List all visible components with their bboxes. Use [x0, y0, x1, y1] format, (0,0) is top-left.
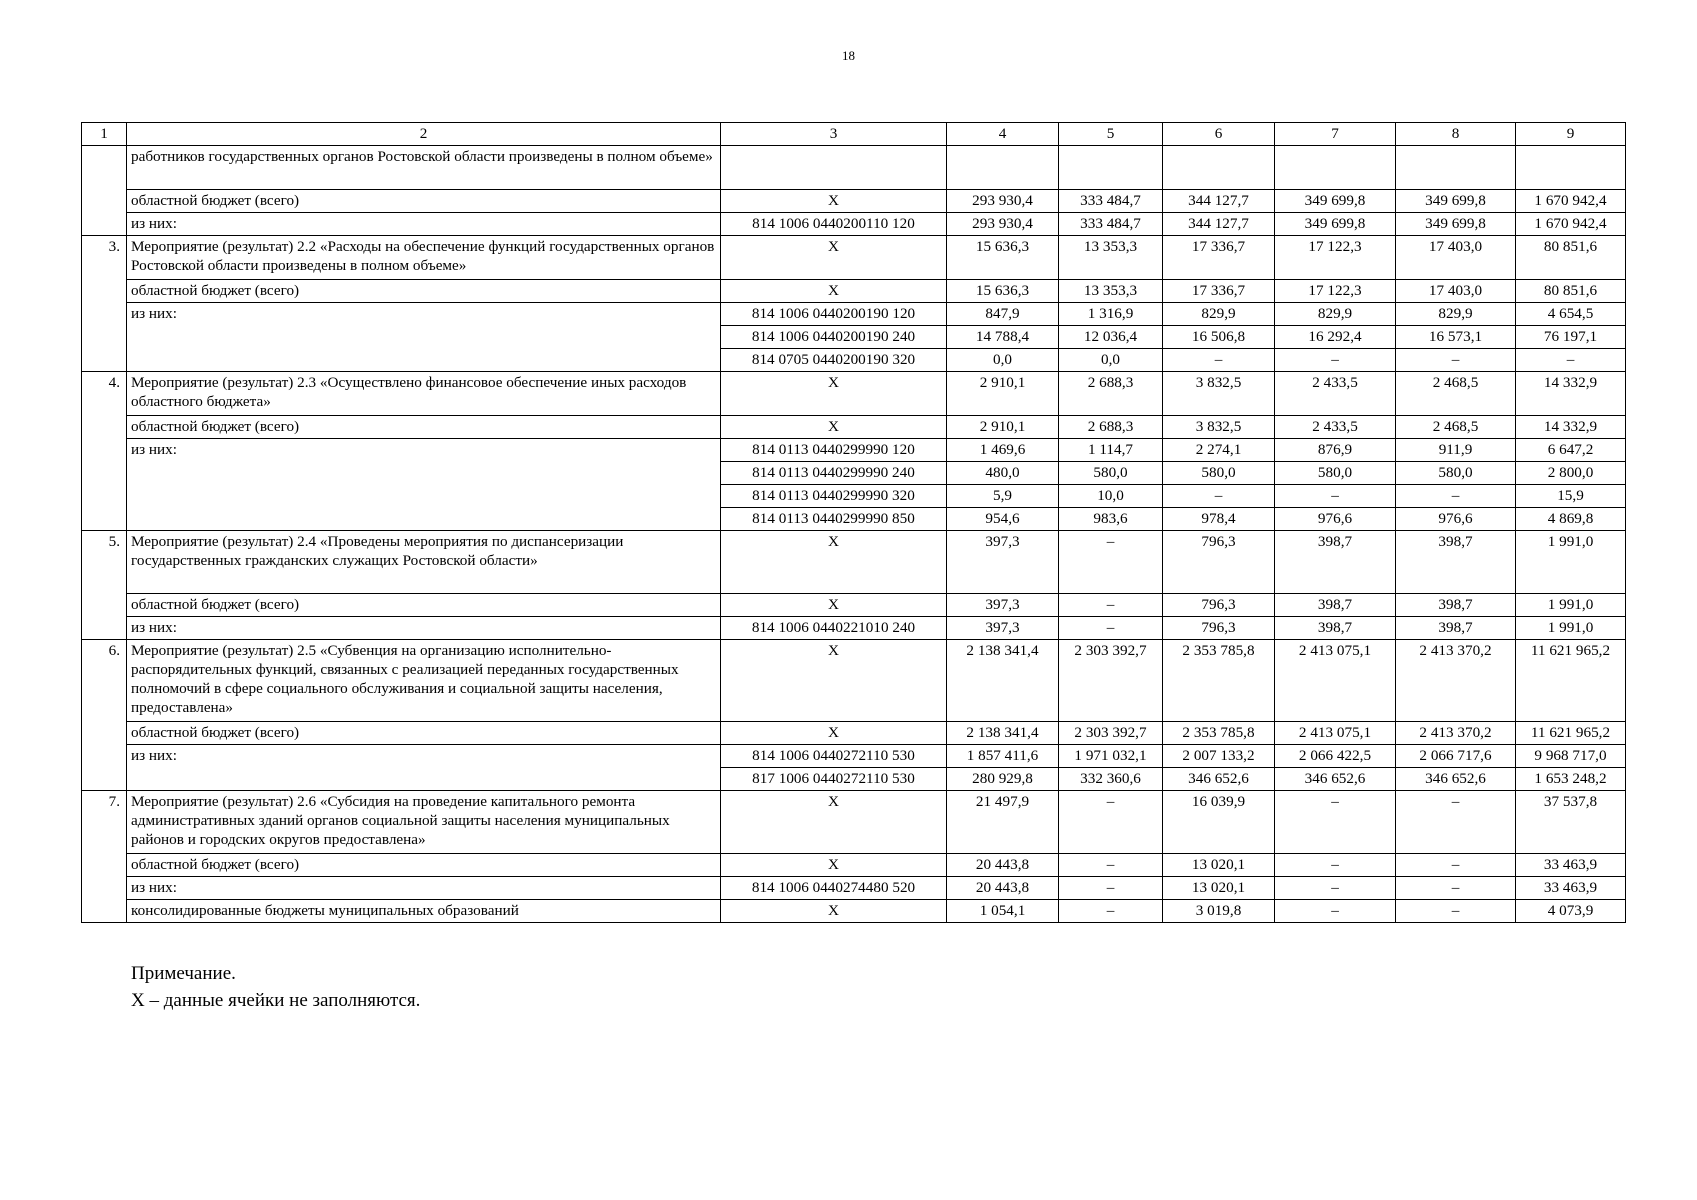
value-cell: – — [1059, 531, 1163, 594]
value-cell: 4 869,8 — [1516, 508, 1626, 531]
description-cell: областной бюджет (всего) — [127, 722, 721, 745]
budget-code-cell: 817 1006 0440272110 530 — [721, 768, 947, 791]
budget-code-cell: X — [721, 854, 947, 877]
value-cell: 1 316,9 — [1059, 303, 1163, 326]
budget-code-cell: X — [721, 640, 947, 722]
value-cell — [1396, 146, 1516, 190]
value-cell: 16 292,4 — [1275, 326, 1396, 349]
header-cell: 6 — [1163, 123, 1275, 146]
value-cell: 349 699,8 — [1396, 213, 1516, 236]
note-title: Примечание. — [131, 963, 236, 984]
value-cell: 9 968 717,0 — [1516, 745, 1626, 768]
value-cell: – — [1396, 485, 1516, 508]
description-cell: из них: — [127, 877, 721, 900]
value-cell: 293 930,4 — [947, 190, 1059, 213]
value-cell: 983,6 — [1059, 508, 1163, 531]
description-cell: консолидированные бюджеты муниципальных образований — [127, 900, 721, 923]
value-cell: 17 403,0 — [1396, 280, 1516, 303]
description-cell: областной бюджет (всего) — [127, 416, 721, 439]
value-cell: 954,6 — [947, 508, 1059, 531]
value-cell: 2 468,5 — [1396, 372, 1516, 416]
value-cell: 796,3 — [1163, 594, 1275, 617]
description-cell: Мероприятие (результат) 2.2 «Расходы на обеспечение функций государственных органов Ростовской области произведены в полном объеме» — [127, 236, 721, 280]
value-cell: 333 484,7 — [1059, 213, 1163, 236]
table-row — [82, 617, 1626, 640]
table-row — [82, 854, 1626, 877]
budget-code-cell: 814 0113 0440299990 320 — [721, 485, 947, 508]
value-cell: 397,3 — [947, 617, 1059, 640]
value-cell: 2 303 392,7 — [1059, 640, 1163, 722]
value-cell: 976,6 — [1275, 508, 1396, 531]
value-cell: 398,7 — [1396, 531, 1516, 594]
value-cell: – — [1396, 900, 1516, 923]
description-cell: из них: — [127, 745, 721, 791]
header-cell: 9 — [1516, 123, 1626, 146]
value-cell: 14 332,9 — [1516, 372, 1626, 416]
description-cell: областной бюджет (всего) — [127, 280, 721, 303]
table-row — [82, 745, 1626, 768]
table-row — [82, 372, 1626, 416]
value-cell: – — [1275, 900, 1396, 923]
value-cell: 15 636,3 — [947, 280, 1059, 303]
value-cell: 17 336,7 — [1163, 236, 1275, 280]
budget-code-cell: 814 1006 0440200110 120 — [721, 213, 947, 236]
value-cell: 796,3 — [1163, 617, 1275, 640]
row-number-cell: 3. — [82, 236, 127, 372]
value-cell: 1 971 032,1 — [1059, 745, 1163, 768]
header-cell: 2 — [127, 123, 721, 146]
value-cell: 829,9 — [1275, 303, 1396, 326]
table-body — [82, 123, 1626, 923]
table-row — [82, 877, 1626, 900]
value-cell: 1 670 942,4 — [1516, 190, 1626, 213]
description-cell: областной бюджет (всего) — [127, 594, 721, 617]
value-cell: 3 019,8 — [1163, 900, 1275, 923]
value-cell: 13 020,1 — [1163, 854, 1275, 877]
value-cell: 829,9 — [1163, 303, 1275, 326]
value-cell: 80 851,6 — [1516, 236, 1626, 280]
value-cell: 0,0 — [947, 349, 1059, 372]
value-cell: – — [1163, 349, 1275, 372]
value-cell — [1516, 146, 1626, 190]
budget-code-cell: 814 1006 0440272110 530 — [721, 745, 947, 768]
value-cell: 2 066 717,6 — [1396, 745, 1516, 768]
value-cell: 13 020,1 — [1163, 877, 1275, 900]
description-cell: из них: — [127, 617, 721, 640]
value-cell: 1 114,7 — [1059, 439, 1163, 462]
value-cell: 398,7 — [1275, 617, 1396, 640]
value-cell: 397,3 — [947, 531, 1059, 594]
value-cell: 2 303 392,7 — [1059, 722, 1163, 745]
value-cell: 5,9 — [947, 485, 1059, 508]
row-number-cell: 6. — [82, 640, 127, 791]
value-cell: 2 688,3 — [1059, 372, 1163, 416]
header-cell: 5 — [1059, 123, 1163, 146]
value-cell: 1 670 942,4 — [1516, 213, 1626, 236]
value-cell: 4 073,9 — [1516, 900, 1626, 923]
value-cell: 1 469,6 — [947, 439, 1059, 462]
value-cell: 12 036,4 — [1059, 326, 1163, 349]
budget-code-cell: X — [721, 594, 947, 617]
value-cell: 11 621 965,2 — [1516, 640, 1626, 722]
value-cell: 14 332,9 — [1516, 416, 1626, 439]
value-cell: 2 688,3 — [1059, 416, 1163, 439]
value-cell: – — [1275, 485, 1396, 508]
value-cell: – — [1059, 900, 1163, 923]
header-cell: 3 — [721, 123, 947, 146]
table-row — [82, 640, 1626, 722]
value-cell — [1163, 146, 1275, 190]
value-cell: 3 832,5 — [1163, 416, 1275, 439]
value-cell: 1 991,0 — [1516, 617, 1626, 640]
value-cell: 1 857 411,6 — [947, 745, 1059, 768]
budget-code-cell: 814 0113 0440299990 240 — [721, 462, 947, 485]
value-cell: – — [1396, 791, 1516, 854]
value-cell: 15,9 — [1516, 485, 1626, 508]
value-cell: 2 274,1 — [1163, 439, 1275, 462]
value-cell: 398,7 — [1396, 617, 1516, 640]
value-cell: 0,0 — [1059, 349, 1163, 372]
value-cell: 2 413 370,2 — [1396, 722, 1516, 745]
budget-code-cell — [721, 146, 947, 190]
value-cell: 398,7 — [1275, 594, 1396, 617]
value-cell: 580,0 — [1163, 462, 1275, 485]
value-cell: 332 360,6 — [1059, 768, 1163, 791]
note-text: X – данные ячейки не заполняются. — [131, 990, 421, 1011]
row-number-cell: 4. — [82, 372, 127, 531]
value-cell: 1 991,0 — [1516, 531, 1626, 594]
budget-code-cell: X — [721, 722, 947, 745]
value-cell: 333 484,7 — [1059, 190, 1163, 213]
budget-code-cell: X — [721, 416, 947, 439]
value-cell: 2 433,5 — [1275, 416, 1396, 439]
value-cell: – — [1163, 485, 1275, 508]
value-cell: – — [1396, 854, 1516, 877]
value-cell — [1275, 146, 1396, 190]
value-cell: 397,3 — [947, 594, 1059, 617]
table-row — [82, 303, 1626, 326]
budget-table — [81, 122, 1626, 923]
value-cell: 16 573,1 — [1396, 326, 1516, 349]
table-row — [82, 146, 1626, 190]
value-cell: 344 127,7 — [1163, 190, 1275, 213]
value-cell: 346 652,6 — [1275, 768, 1396, 791]
value-cell: – — [1396, 349, 1516, 372]
value-cell: 796,3 — [1163, 531, 1275, 594]
value-cell: 829,9 — [1396, 303, 1516, 326]
description-cell: Мероприятие (результат) 2.6 «Субсидия на проведение капитального ремонта административных зданий органов социальной защиты населения муниципальных районов и городских округов предоставлена» — [127, 791, 721, 854]
value-cell: 349 699,8 — [1275, 190, 1396, 213]
value-cell: – — [1059, 791, 1163, 854]
row-number-cell: 5. — [82, 531, 127, 640]
budget-code-cell: X — [721, 791, 947, 854]
description-cell: из них: — [127, 439, 721, 531]
value-cell: – — [1275, 877, 1396, 900]
value-cell: 76 197,1 — [1516, 326, 1626, 349]
budget-code-cell: X — [721, 280, 947, 303]
budget-code-cell: X — [721, 236, 947, 280]
table-row — [82, 190, 1626, 213]
table-row — [82, 439, 1626, 462]
value-cell: 344 127,7 — [1163, 213, 1275, 236]
value-cell: 2 910,1 — [947, 416, 1059, 439]
value-cell: 17 403,0 — [1396, 236, 1516, 280]
value-cell: 2 468,5 — [1396, 416, 1516, 439]
value-cell: 4 654,5 — [1516, 303, 1626, 326]
table-row — [82, 722, 1626, 745]
value-cell: 978,4 — [1163, 508, 1275, 531]
value-cell: 37 537,8 — [1516, 791, 1626, 854]
value-cell: 20 443,8 — [947, 877, 1059, 900]
value-cell: 346 652,6 — [1163, 768, 1275, 791]
value-cell: 398,7 — [1275, 531, 1396, 594]
value-cell: 14 788,4 — [947, 326, 1059, 349]
budget-code-cell: 814 1006 0440274480 520 — [721, 877, 947, 900]
value-cell: 976,6 — [1396, 508, 1516, 531]
value-cell: 293 930,4 — [947, 213, 1059, 236]
budget-code-cell: X — [721, 531, 947, 594]
value-cell: – — [1275, 854, 1396, 877]
value-cell: 2 353 785,8 — [1163, 722, 1275, 745]
value-cell: 876,9 — [1275, 439, 1396, 462]
description-cell: Мероприятие (результат) 2.3 «Осуществлено финансовое обеспечение иных расходов областного бюджета» — [127, 372, 721, 416]
value-cell: – — [1275, 349, 1396, 372]
table-row — [82, 791, 1626, 854]
value-cell: 1 653 248,2 — [1516, 768, 1626, 791]
value-cell: 16 506,8 — [1163, 326, 1275, 349]
value-cell: 2 138 341,4 — [947, 640, 1059, 722]
description-cell: областной бюджет (всего) — [127, 854, 721, 877]
value-cell: 398,7 — [1396, 594, 1516, 617]
budget-code-cell: X — [721, 372, 947, 416]
value-cell: 2 353 785,8 — [1163, 640, 1275, 722]
value-cell: 580,0 — [1396, 462, 1516, 485]
value-cell: – — [1059, 617, 1163, 640]
value-cell: 17 122,3 — [1275, 236, 1396, 280]
description-cell: из них: — [127, 213, 721, 236]
value-cell: 33 463,9 — [1516, 877, 1626, 900]
value-cell: 911,9 — [1396, 439, 1516, 462]
value-cell: 15 636,3 — [947, 236, 1059, 280]
value-cell: 2 413 075,1 — [1275, 640, 1396, 722]
budget-code-cell: 814 1006 0440200190 240 — [721, 326, 947, 349]
table-row — [82, 594, 1626, 617]
table-row — [82, 900, 1626, 923]
row-number-cell: 7. — [82, 791, 127, 923]
header-cell: 7 — [1275, 123, 1396, 146]
header-cell: 4 — [947, 123, 1059, 146]
table-row — [82, 531, 1626, 594]
value-cell: 2 800,0 — [1516, 462, 1626, 485]
budget-code-cell: 814 1006 0440200190 120 — [721, 303, 947, 326]
value-cell: 33 463,9 — [1516, 854, 1626, 877]
value-cell: 580,0 — [1059, 462, 1163, 485]
value-cell: 2 433,5 — [1275, 372, 1396, 416]
value-cell: 13 353,3 — [1059, 280, 1163, 303]
value-cell: – — [1396, 877, 1516, 900]
description-cell: Мероприятие (результат) 2.4 «Проведены мероприятия по диспансеризации государственных гражданских служащих Ростовской области» — [127, 531, 721, 594]
note — [131, 960, 420, 1014]
value-cell: 6 647,2 — [1516, 439, 1626, 462]
value-cell: 280 929,8 — [947, 768, 1059, 791]
value-cell: 1 991,0 — [1516, 594, 1626, 617]
value-cell — [947, 146, 1059, 190]
value-cell: 1 054,1 — [947, 900, 1059, 923]
row-number-cell — [82, 146, 127, 236]
budget-code-cell: X — [721, 900, 947, 923]
value-cell: 2 910,1 — [947, 372, 1059, 416]
value-cell: – — [1059, 854, 1163, 877]
table-row — [82, 280, 1626, 303]
budget-code-cell: 814 0705 0440200190 320 — [721, 349, 947, 372]
value-cell: 2 066 422,5 — [1275, 745, 1396, 768]
value-cell: 13 353,3 — [1059, 236, 1163, 280]
value-cell: 80 851,6 — [1516, 280, 1626, 303]
value-cell: – — [1059, 877, 1163, 900]
table-row — [82, 416, 1626, 439]
page-number: 18 — [842, 48, 855, 63]
header-cell: 1 — [82, 123, 127, 146]
budget-code-cell: 814 0113 0440299990 120 — [721, 439, 947, 462]
value-cell: 10,0 — [1059, 485, 1163, 508]
value-cell: – — [1059, 594, 1163, 617]
budget-code-cell: 814 0113 0440299990 850 — [721, 508, 947, 531]
value-cell: – — [1275, 791, 1396, 854]
budget-code-cell: X — [721, 190, 947, 213]
value-cell: 2 413 075,1 — [1275, 722, 1396, 745]
value-cell: 847,9 — [947, 303, 1059, 326]
value-cell: 11 621 965,2 — [1516, 722, 1626, 745]
value-cell: 17 122,3 — [1275, 280, 1396, 303]
value-cell: 2 138 341,4 — [947, 722, 1059, 745]
value-cell: 349 699,8 — [1396, 190, 1516, 213]
value-cell: 349 699,8 — [1275, 213, 1396, 236]
value-cell: 346 652,6 — [1396, 768, 1516, 791]
value-cell: 580,0 — [1275, 462, 1396, 485]
description-cell: Мероприятие (результат) 2.5 «Субвенция на организацию исполнительно-распорядительных функций, связанных с реализацией переданных государственных полномочий в сфере социального обслуживания и социальной защиты населения, предоставлена» — [127, 640, 721, 722]
value-cell: 21 497,9 — [947, 791, 1059, 854]
description-cell: из них: — [127, 303, 721, 372]
header-row — [82, 123, 1626, 146]
value-cell: 20 443,8 — [947, 854, 1059, 877]
value-cell: – — [1516, 349, 1626, 372]
table-row — [82, 236, 1626, 280]
value-cell: 2 007 133,2 — [1163, 745, 1275, 768]
value-cell — [1059, 146, 1163, 190]
description-cell: областной бюджет (всего) — [127, 190, 721, 213]
value-cell: 16 039,9 — [1163, 791, 1275, 854]
value-cell: 480,0 — [947, 462, 1059, 485]
value-cell: 3 832,5 — [1163, 372, 1275, 416]
value-cell: 17 336,7 — [1163, 280, 1275, 303]
table-row — [82, 213, 1626, 236]
value-cell: 2 413 370,2 — [1396, 640, 1516, 722]
description-cell: работников государственных органов Ростовской области произведены в полном объеме» — [127, 146, 721, 190]
budget-code-cell: 814 1006 0440221010 240 — [721, 617, 947, 640]
header-cell: 8 — [1396, 123, 1516, 146]
